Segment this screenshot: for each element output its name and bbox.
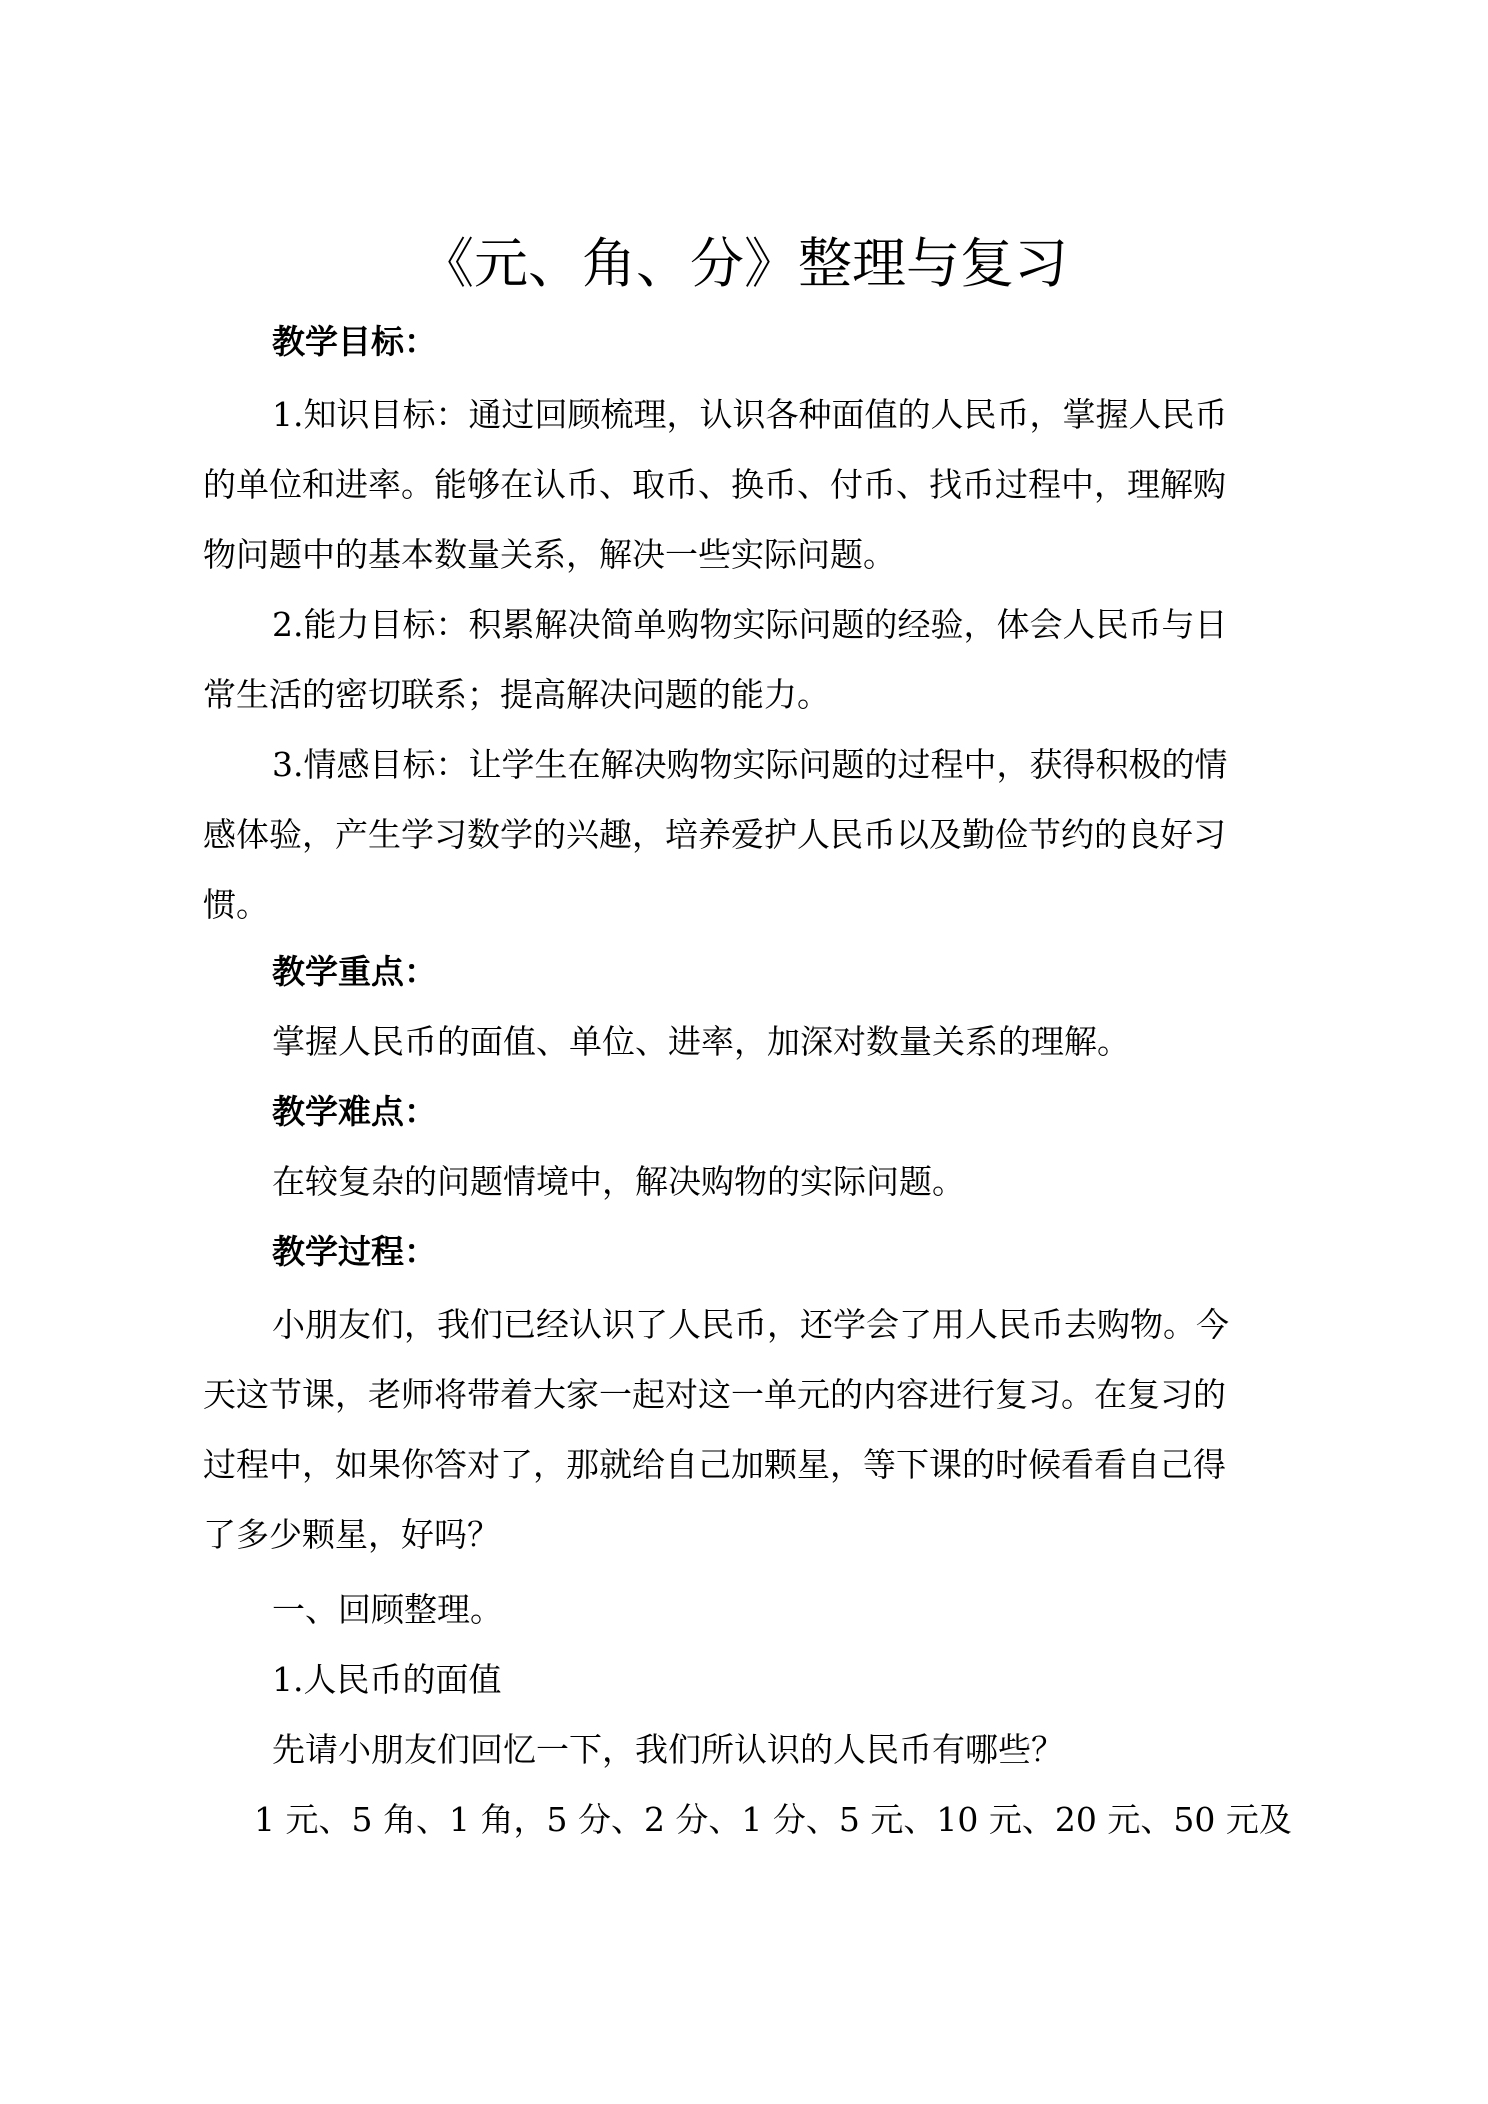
objective-1-line-1: 1.知识目标：通过回顾梳理，认识各种面值的人民币，掌握人民币 <box>272 395 1228 434</box>
objective-1-line-2: 的单位和进率。能够在认币、取币、换币、付币、找币过程中，理解购 <box>203 465 1226 504</box>
subsection-one-heading: 1.人民币的面值 <box>272 1660 502 1699</box>
objective-2-paragraph <box>203 590 1296 730</box>
process-heading: 教学过程： <box>272 1232 437 1271</box>
question-text: 先请小朋友们回忆一下，我们所认识的人民币有哪些？ <box>272 1730 1064 1769</box>
key-point-heading: 教学重点： <box>272 952 437 991</box>
difficulty-text: 在较复杂的问题情境中，解决购物的实际问题。 <box>272 1162 965 1201</box>
objective-3-paragraph <box>203 730 1296 940</box>
objective-3-line-2: 感体验，产生学习数学的兴趣，培养爱护人民币以及勤俭节约的良好习 <box>203 815 1226 854</box>
objective-3-line-3: 惯。 <box>203 885 269 924</box>
process-intro-line-2: 天这节课，老师将带着大家一起对这一单元的内容进行复习。在复习的 <box>203 1375 1226 1414</box>
objective-2-line-2: 常生活的密切联系；提高解决问题的能力。 <box>203 675 830 714</box>
answer-line: 1 元、5 角、1 角，5 分、2 分、1 分、5 元、10 元、20 元、50 元及 <box>254 1800 1292 1839</box>
objective-1-line-3: 物问题中的基本数量关系，解决一些实际问题。 <box>203 535 896 574</box>
process-intro-line-3: 过程中，如果你答对了，那就给自己加颗星，等下课的时候看看自己得 <box>203 1445 1226 1484</box>
key-point-text: 掌握人民币的面值、单位、进率，加深对数量关系的理解。 <box>272 1022 1130 1061</box>
objective-2-line-1: 2.能力目标：积累解决简单购物实际问题的经验，体会人民币与日 <box>272 605 1228 644</box>
process-intro-line-4: 了多少颗星，好吗？ <box>203 1515 500 1554</box>
difficulty-heading: 教学难点： <box>272 1092 437 1131</box>
document-title: 《元、角、分》整理与复习 <box>420 232 1068 295</box>
objectives-heading: 教学目标： <box>272 322 437 361</box>
objective-1-paragraph <box>203 380 1296 590</box>
section-one-heading: 一、回顾整理。 <box>272 1590 503 1629</box>
objective-3-line-1: 3.情感目标：让学生在解决购物实际问题的过程中，获得积极的情 <box>272 745 1228 784</box>
process-intro-line-1: 小朋友们，我们已经认识了人民币，还学会了用人民币去购物。今 <box>272 1305 1229 1344</box>
process-intro-paragraph <box>203 1290 1296 1570</box>
